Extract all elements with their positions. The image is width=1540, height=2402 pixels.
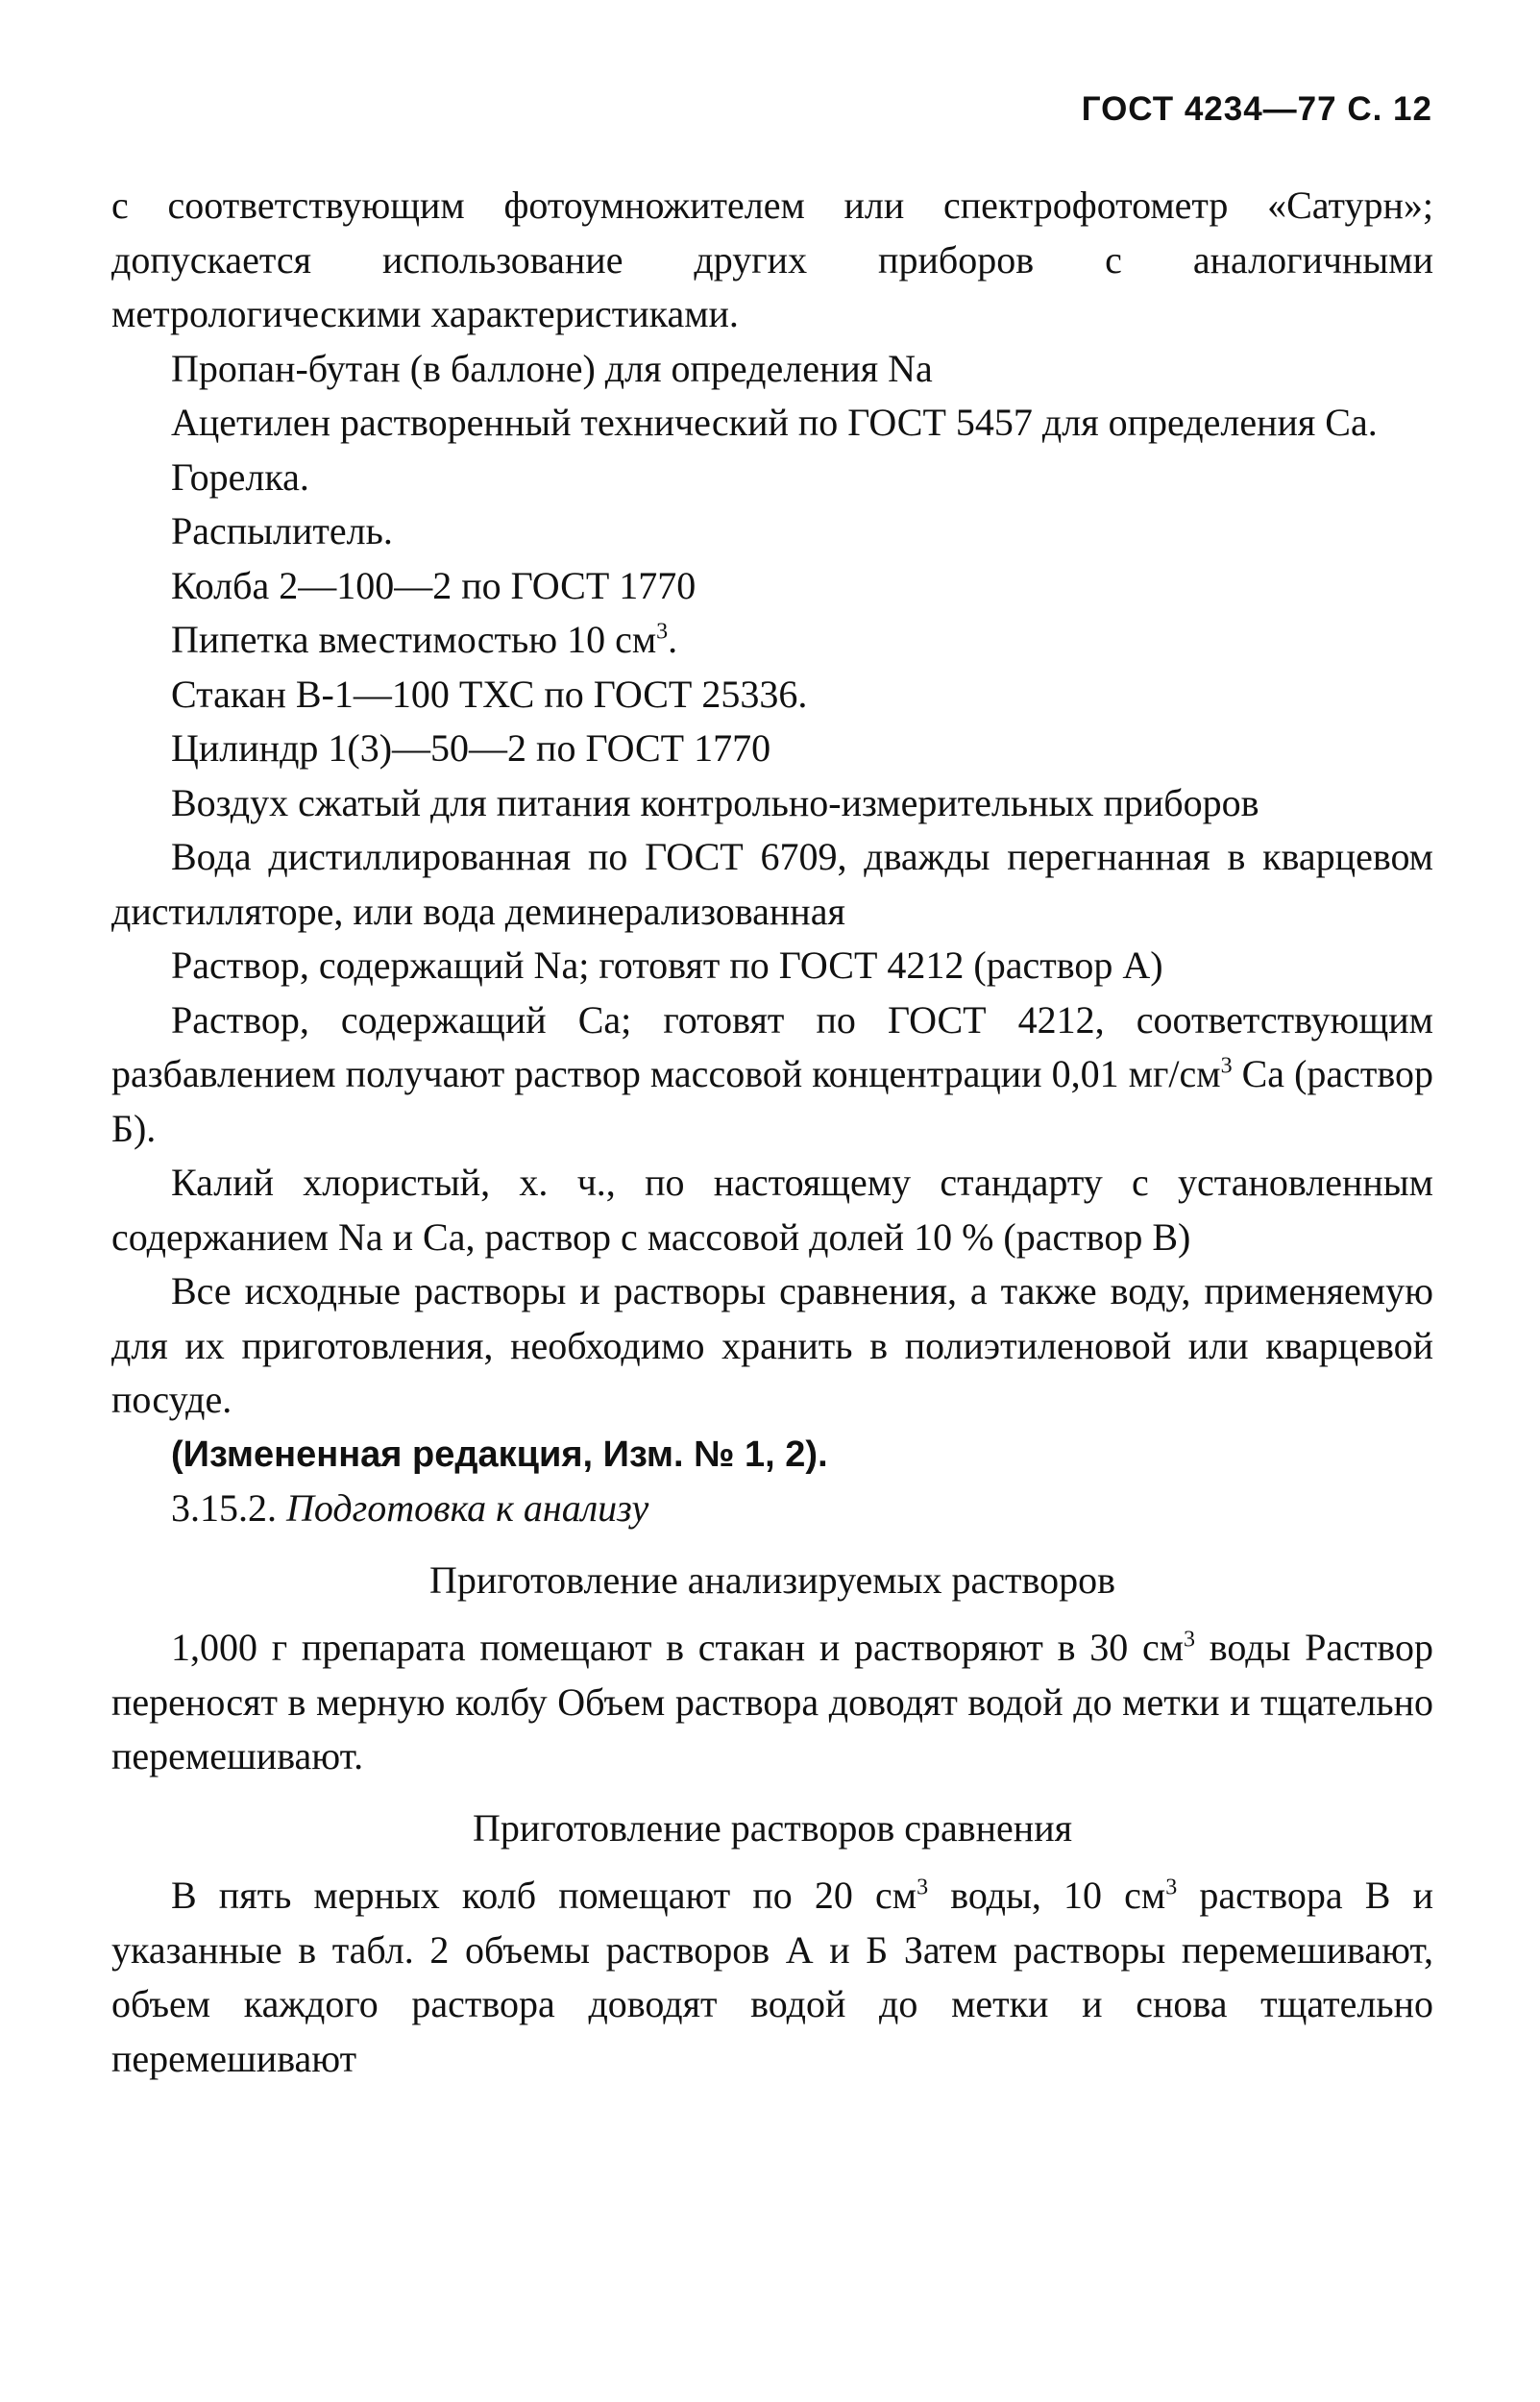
reference-prep-text-1: В пять мерных колб помещают по 20 см [171, 1874, 917, 1917]
paragraph-air: Воздух сжатый для питания контрольно-измерительных приборов [171, 780, 1259, 824]
section-title: Подготовка к анализу [286, 1486, 649, 1530]
paragraph-solution-v: Калий хлористый, х. ч., по настоящему стандарту с установленным содержанием Na и Ca, раствор с массовой долей 10 % (раствор В) [111, 1161, 1433, 1259]
pipette-text: Пипетка вместимостью 10 см [171, 618, 657, 661]
paragraph-water: Вода дистиллированная по ГОСТ 6709, дважды перегнанная в кварцевом дистилляторе, или вода деминерализованная [111, 835, 1433, 933]
paragraph-instruments: с соответствующим фотоумножителем или спектрофотометр «Сатурн»; допускается использование других приборов с аналогичными метрологическими характеристиками. [111, 184, 1433, 335]
paragraph-reference-prep [111, 1869, 1433, 2086]
paragraph-beaker: Стакан В-1—100 ТХС по ГОСТ 25336. [171, 672, 808, 716]
sample-prep-tail: воды Раствор переносят в мерную колбу Объем раствора доводят водой до метки и тщательно перемешивают. [111, 1626, 1433, 1777]
document-body [111, 179, 1433, 2086]
amendment-note: (Измененная редакция, Изм. № 1, 2). [171, 1434, 828, 1475]
superscript: 3 [917, 1875, 929, 1900]
superscript: 3 [1220, 1053, 1233, 1079]
paragraph-acetylene: Ацетилен растворенный технический по ГОСТ 5457 для определения Ca. [171, 401, 1378, 444]
page-header: ГОСТ 4234—77 С. 12 [1081, 90, 1432, 128]
sample-prep-text: 1,000 г препарата помещают в стакан и растворяют в 30 см [171, 1626, 1185, 1669]
pipette-tail: . [668, 618, 678, 661]
paragraph-storage: Все исходные растворы и растворы сравнения, а также воду, применяемую для их приготовления, необходимо хранить в полиэтиленовой или кварцевой посуде. [111, 1269, 1433, 1421]
subheading-reference-solutions: Приготовление растворов сравнения [472, 1805, 1073, 1850]
section-heading [111, 1482, 1433, 1536]
superscript: 3 [656, 619, 669, 645]
solution-b-text: Раствор, содержащий Ca; готовят по ГОСТ 4212, соответствующим разбавлением получают раствор массовой концентрации 0,01 мг/см [111, 997, 1433, 1095]
section-number: 3.15.2. [171, 1486, 286, 1530]
paragraph-solution-b [111, 993, 1433, 1157]
paragraph-pipette [111, 613, 1433, 668]
paragraph-flask: Колба 2—100—2 по ГОСТ 1770 [171, 563, 697, 607]
superscript: 3 [1165, 1875, 1178, 1900]
paragraph-sample-prep [111, 1621, 1433, 1784]
reference-prep-text-2: воды, 10 см [928, 1874, 1166, 1917]
paragraph-sprayer: Распылитель. [171, 509, 393, 552]
reference-prep-text-3: раствора В и указанные в табл. 2 объемы растворов А и Б Затем растворы перемешивают, объем каждого раствора доводят водой до метки и снова тщательно перемешивают [111, 1874, 1433, 2080]
paragraph-propane: Пропан-бутан (в баллоне) для определения Na [171, 346, 933, 390]
solution-b-tail: Ca (раствор Б). [111, 1052, 1434, 1150]
subheading-analyzed-solutions: Приготовление анализируемых растворов [429, 1557, 1115, 1602]
paragraph-cylinder: Цилиндр 1(3)—50—2 по ГОСТ 1770 [171, 726, 771, 770]
superscript: 3 [1184, 1627, 1196, 1653]
paragraph-solution-a: Раствор, содержащий Na; готовят по ГОСТ 4212 (раствор А) [171, 944, 1163, 987]
paragraph-burner: Горелка. [171, 454, 309, 499]
